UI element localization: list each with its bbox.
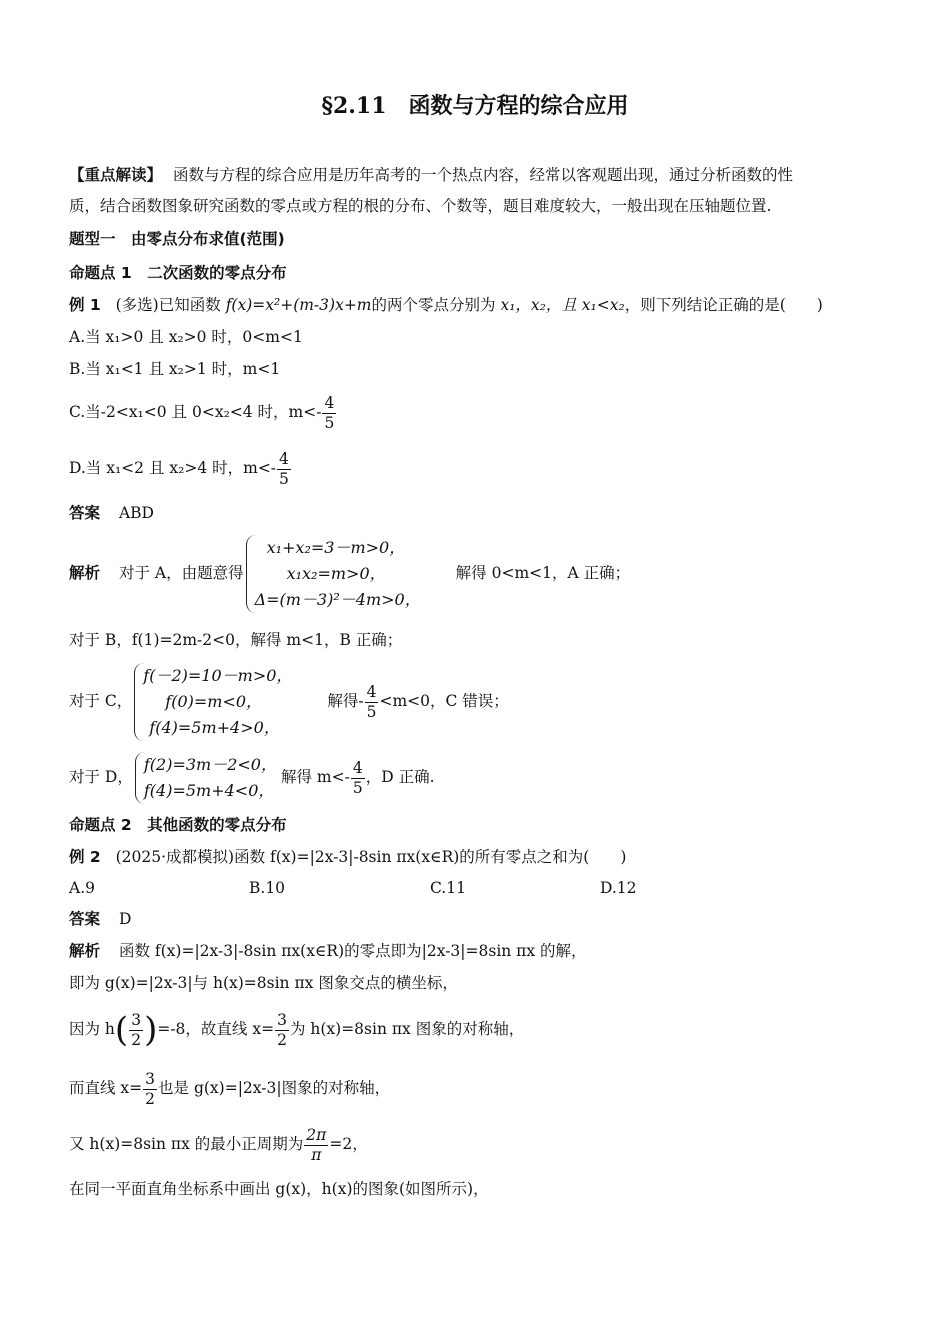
example-2-answer [69, 909, 890, 929]
topic-heading-2: 命题点 2 其他函数的零点分布 [69, 816, 287, 834]
example-2-option-d: D.12 [600, 879, 637, 897]
example-1-mid: 的两个零点分别为 [371, 296, 496, 314]
analysis-c-fraction: $\frac{4}{5}$ [366, 682, 377, 721]
analysis-d-system: f(2)=3m－2<0， f(4)=5m+4<0， [135, 752, 277, 804]
example-2-text: (2025·成都模拟)函数 f(x)=|2x-3|-8sin πx(x∈R)的所有零点之和为( ) [115, 848, 627, 866]
example-1-prefix: 已知函数 [158, 296, 221, 314]
frac-three-halves-b: $\frac{3}{2}$ [277, 1010, 287, 1049]
example-2-analysis-4 [69, 1066, 890, 1110]
analysis-2-l5-pre: 又 h(x)=8sin πx 的最小正周期为 [69, 1135, 304, 1153]
analysis-2-l3-mid: =-8，故直线 x= [157, 1020, 275, 1038]
intro-line-2: 质，结合函数图象研究函数的零点或方程的根的分布、个数等，题目难度较大，一般出现在压轴题位置. [69, 197, 772, 215]
example-2-analysis-5 [69, 1122, 890, 1166]
analysis-2-l3-pre: 因为 h [69, 1020, 115, 1038]
intro-tag: 【重点解读】 [69, 166, 163, 184]
frac-three-halves-c: $\frac{3}{2}$ [145, 1069, 156, 1108]
analysis-c-pre: 对于 C， [69, 692, 133, 710]
example-1-option-c [69, 392, 890, 433]
section-heading-1: 题型一 由零点分布求值(范围) [69, 230, 285, 248]
option-c-text: C.当-2<x₁<0 且 0<x₂<4 时，m<- [69, 403, 322, 421]
example-2-option-a: A.9 [69, 879, 95, 897]
right-paren: ) [144, 1010, 158, 1050]
analysis-d-pre: 对于 D， [69, 768, 133, 786]
answer-value: ABD [118, 504, 154, 522]
intro-line-1 [69, 165, 890, 185]
example-2-analysis-6: 在同一平面直角坐标系中画出 g(x)，h(x)的图象(如图所示)， [69, 1180, 489, 1198]
example-2-analysis-2: 即为 g(x)=|2x-3|与 h(x)=8sin πx 图象交点的横坐标， [69, 974, 458, 992]
answer-2-value: D [118, 910, 132, 928]
option-d-fraction: $\frac{4}{5}$ [279, 449, 289, 488]
answer-label: 答案 [69, 504, 101, 522]
example-1-tag: (多选) [115, 296, 159, 314]
analysis-2-l3-post: 为 h(x)=8sin πx 图象的对称轴， [289, 1020, 525, 1038]
example-2-option-c: C.11 [430, 879, 466, 897]
analysis-a-pre: 对于 A，由题意得 [118, 564, 244, 582]
analysis-2-line-1: 函数 f(x)=|2x-3|-8sin πx(x∈R)的零点即为|2x-3|=8sin πx 的解， [118, 942, 587, 960]
example-1-option-d [69, 448, 890, 489]
analysis-d-post-2: ，D 正确. [365, 768, 435, 786]
analysis-a-post: 解得 0<m<1，A 正确； [455, 564, 631, 582]
analysis-2-l5-post: =2， [329, 1135, 368, 1153]
left-paren: ( [114, 1010, 129, 1050]
example-2-analysis-3 [69, 1005, 890, 1053]
analysis-2-label: 解析 [69, 942, 101, 960]
analysis-2-l4-post: 也是 g(x)=|2x-3|图象的对称轴， [158, 1079, 391, 1097]
frac-three-halves-a: $\frac{3}{2}$ [131, 1010, 142, 1049]
example-1-function: f(x)=x²+(m-3)x+m [225, 296, 372, 314]
example-1-answer [69, 503, 890, 523]
example-1-label: 例 1 [69, 296, 101, 314]
example-1-vars: x₁，x₂，且 x₁<x₂ [500, 296, 625, 314]
page-title: §2.11 函数与方程的综合应用 [321, 93, 629, 119]
example-2-label: 例 2 [69, 848, 101, 866]
example-2-stem [69, 847, 890, 867]
analysis-d [69, 749, 890, 805]
frac-two-pi-over-pi: $\frac{2\pi}{\pi}$ [306, 1125, 327, 1164]
example-1-option-a: A.当 x₁>0 且 x₂>0 时，0<m<1 [69, 328, 303, 346]
analysis-c-post-1: 解得- [327, 692, 364, 710]
example-1-suffix: ，则下列结论正确的是( ) [624, 296, 823, 314]
option-d-text: D.当 x₁<2 且 x₂>4 时，m<- [69, 459, 277, 477]
example-2-analysis-1 [69, 941, 890, 961]
analysis-a-system: x₁+x₂=3－m>0， x₁x₂=m>0， Δ=(m－3)²－4m>0， [246, 535, 421, 613]
analysis-2-l4-pre: 而直线 x= [69, 1079, 143, 1097]
analysis-c [69, 661, 890, 741]
example-2-option-b: B.10 [249, 879, 286, 897]
analysis-d-post-1: 解得 m<- [280, 768, 350, 786]
analysis-label: 解析 [69, 564, 101, 582]
analysis-a [69, 533, 890, 613]
example-1-stem [69, 295, 890, 315]
topic-heading-1: 命题点 1 二次函数的零点分布 [69, 264, 287, 282]
analysis-d-fraction: $\frac{4}{5}$ [352, 758, 363, 797]
analysis-b: 对于 B，f(1)=2m-2<0，解得 m<1，B 正确； [69, 631, 403, 649]
example-1-option-b: B.当 x₁<1 且 x₂>1 时，m<1 [69, 360, 281, 378]
analysis-c-system: f(－2)=10－m>0， f(0)=m<0， f(4)=5m+4>0， [134, 663, 292, 741]
option-c-fraction: $\frac{4}{5}$ [324, 393, 335, 432]
intro-text-1: 函数与方程的综合应用是历年高考的一个热点内容，经常以客观题出现，通过分析函数的性 [172, 166, 793, 184]
analysis-c-post-2: <m<0，C 错误； [379, 692, 509, 710]
answer-2-label: 答案 [69, 910, 101, 928]
